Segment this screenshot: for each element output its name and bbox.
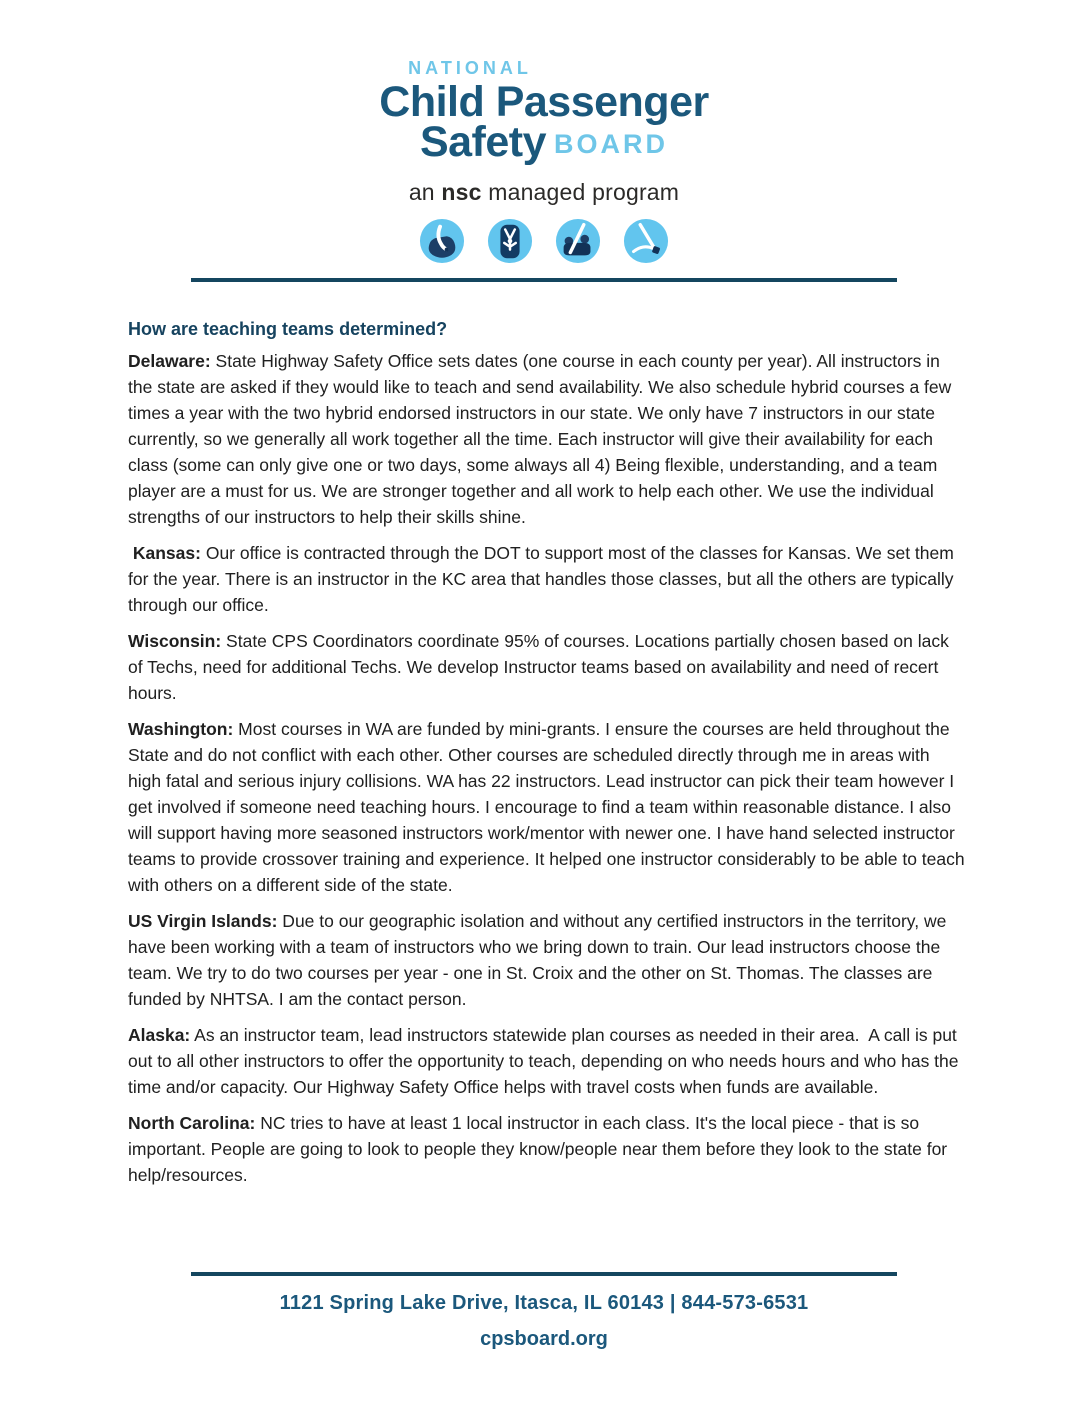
- logo-tagline: [0, 179, 1088, 206]
- footer-divider: [191, 1272, 897, 1276]
- document-body: [128, 316, 970, 1188]
- state-text-delaware: State Highway Safety Office sets dates (one course in each county per year). All instructors in the state are asked if they would like to teach and send availability. We also schedule hybrid courses a few times a year with the two hybrid endorsed instructors in our state. We only have 7 instructors in our state currently, so we generally all work together all the time. Each instructor will give their availability for each class (some can only give one or two days, some always all 4) Being flexible, understanding, and a team player are a must for us. We are stronger together and all work to help each other. We use the individual strengths of our instructors to help their skills shine.: [128, 351, 957, 527]
- logo-board-text: BOARD: [554, 129, 669, 159]
- harness-seat-icon: [487, 218, 533, 264]
- paragraph-delaware: [128, 348, 966, 530]
- logo-header: [0, 0, 1088, 264]
- paragraph-wisconsin: [128, 628, 966, 706]
- paragraph-alaska: [128, 1022, 966, 1100]
- state-text-us-virgin-islands: Due to our geographic isolation and without any certified instructors in the territory, we have been working with a team of instructors who we bring down to train. Our lead instructors choose the team. We try to do two courses per year - one in St. Croix and the other on St. Thomas. The classes are funded by NHTSA. I am the contact person.: [128, 911, 952, 1009]
- paragraph-us-virgin-islands: [128, 908, 966, 1012]
- tagline-post: managed program: [481, 179, 680, 205]
- footer-website: cpsboard.org: [480, 1328, 608, 1350]
- state-label-wisconsin: Wisconsin:: [128, 631, 222, 651]
- paragraph-washington: [128, 716, 970, 898]
- state-text-north-carolina: NC tries to have at least 1 local instructor in each class. It's the local piece - that is so important. People are going to look to people they know/people near them before they look to the state for help/resources.: [128, 1113, 953, 1185]
- paragraph-north-carolina: [128, 1110, 966, 1188]
- logo-child-passenger-text: Child Passenger: [379, 78, 709, 126]
- state-text-wisconsin: State CPS Coordinators coordinate 95% of courses. Locations partially chosen based on lack of Techs, need for additional Techs. We develop Instructor teams based on availability and need of recert hours.: [128, 631, 954, 703]
- state-label-north-carolina: North Carolina:: [128, 1113, 256, 1133]
- booster-seat-icon: [555, 218, 601, 264]
- paragraph-kansas: [128, 540, 966, 618]
- state-label-us-virgin-islands: US Virgin Islands:: [128, 911, 278, 931]
- state-label-delaware: Delaware:: [128, 351, 211, 371]
- state-label-alaska: Alaska:: [128, 1025, 191, 1045]
- logo-safety-row: [0, 118, 1088, 171]
- footer-address: 1121 Spring Lake Drive, Itasca, IL 60143 | 844-573-6531: [279, 1292, 809, 1314]
- section-heading: How are teaching teams determined?: [128, 319, 448, 339]
- state-label-kansas: Kansas:: [128, 543, 201, 563]
- state-text-kansas: Our office is contracted through the DOT to support most of the classes for Kansas. We set them for the year. There is an instructor in the KC area that handles those classes, but all the others are typically through our office.: [128, 543, 959, 615]
- document-footer: [0, 1272, 1088, 1351]
- infant-carrier-icon: [419, 218, 465, 264]
- logo-national-text: NATIONAL: [408, 58, 532, 78]
- state-text-alaska: As an instructor team, lead instructors statewide plan courses as needed in their area. A call is put out to all other instructors to offer the opportunity to teach, depending on who needs hours and who has the time and/or capacity. Our Highway Safety Office helps with travel costs when funds are available.: [128, 1025, 964, 1097]
- state-label-washington: Washington:: [128, 719, 234, 739]
- seat-belt-icon: [623, 218, 669, 264]
- state-text-washington: Most courses in WA are funded by mini-grants. I ensure the courses are held throughout the State and do not conflict with each other. Other courses are scheduled directly through me in areas with high fatal and serious injury collisions. WA has 22 instructors. Lead instructor can pick their team however I get involved if someone need teaching hours. I encourage to find a team within reasonable distance. I also will support having more seasoned instructors work/mentor with newer one. I have hand selected instructor teams to provide crossover training and experience. It helped one instructor considerably to be able to teach with others on a different side of the state.: [128, 719, 970, 895]
- safety-icons-row: [0, 218, 1088, 264]
- tagline-pre: an: [408, 179, 442, 205]
- logo-safety-text: Safety: [419, 118, 547, 166]
- header-divider: [191, 278, 897, 282]
- tagline-nsc: nsc: [441, 179, 482, 205]
